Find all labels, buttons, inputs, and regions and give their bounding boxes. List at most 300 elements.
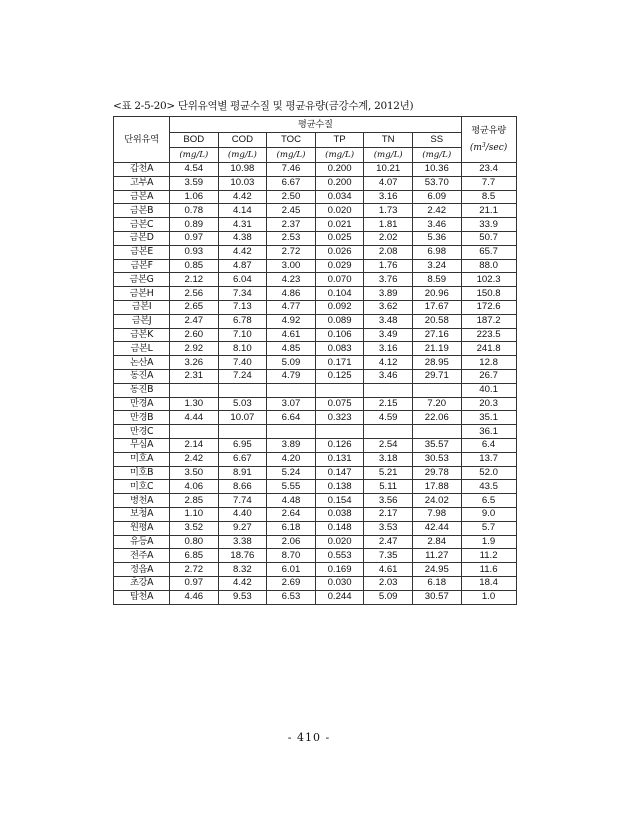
watershed-name-cell: 만경B <box>114 411 170 425</box>
quality-cell: 6.98 <box>412 245 461 259</box>
quality-cell: 2.53 <box>267 231 316 245</box>
watershed-name-cell: 금본I <box>114 300 170 314</box>
quality-cell: 0.025 <box>315 231 364 245</box>
quality-cell: 0.154 <box>315 494 364 508</box>
watershed-name-cell: 논산A <box>114 356 170 370</box>
watershed-name-cell: 만경C <box>114 425 170 439</box>
quality-cell: 3.48 <box>364 314 413 328</box>
quality-cell: 10.98 <box>218 163 267 177</box>
quality-cell: 2.42 <box>412 204 461 218</box>
quality-cell <box>412 383 461 397</box>
flow-cell: 7.7 <box>461 176 516 190</box>
watershed-name-cell: 금본B <box>114 204 170 218</box>
quality-cell: 6.78 <box>218 314 267 328</box>
quality-cell: 6.53 <box>267 590 316 604</box>
flow-cell: 12.8 <box>461 356 516 370</box>
quality-cell: 21.19 <box>412 342 461 356</box>
quality-cell: 0.034 <box>315 190 364 204</box>
quality-cell: 2.31 <box>170 369 219 383</box>
quality-cell: 6.67 <box>218 452 267 466</box>
quality-cell: 6.18 <box>412 576 461 590</box>
quality-cell: 11.27 <box>412 549 461 563</box>
flow-cell: 11.6 <box>461 563 516 577</box>
quality-cell: 2.56 <box>170 287 219 301</box>
watershed-name-cell: 금본G <box>114 273 170 287</box>
table-row <box>114 521 517 535</box>
quality-cell: 4.86 <box>267 287 316 301</box>
quality-cell <box>364 425 413 439</box>
quality-cell: 3.49 <box>364 328 413 342</box>
watershed-name-cell: 갑천A <box>114 163 170 177</box>
quality-cell: 1.10 <box>170 507 219 521</box>
table-row <box>114 328 517 342</box>
flow-cell: 172.6 <box>461 300 516 314</box>
water-quality-table <box>113 116 517 605</box>
quality-cell: 8.59 <box>412 273 461 287</box>
quality-cell: 2.12 <box>170 273 219 287</box>
watershed-name-cell: 금본F <box>114 259 170 273</box>
header-avg-quality: 평균수질 <box>170 117 462 133</box>
flow-cell: 1.0 <box>461 590 516 604</box>
header-ss: SS <box>412 133 461 148</box>
quality-cell: 10.21 <box>364 163 413 177</box>
header-avg-flow-label: 평균유량 <box>471 125 506 136</box>
quality-cell: 0.106 <box>315 328 364 342</box>
quality-cell: 6.67 <box>267 176 316 190</box>
flow-cell: 150.8 <box>461 287 516 301</box>
quality-cell: 4.12 <box>364 356 413 370</box>
quality-cell: 1.81 <box>364 218 413 232</box>
table-caption: <표 2-5-20> 단위유역별 평균수질 및 평균유량(금강수계, 2012년) <box>113 100 414 112</box>
quality-cell: 9.53 <box>218 590 267 604</box>
flow-cell: 23.4 <box>461 163 516 177</box>
quality-cell: 4.23 <box>267 273 316 287</box>
quality-cell: 4.85 <box>267 342 316 356</box>
quality-cell: 2.50 <box>267 190 316 204</box>
header-tp: TP <box>315 133 364 148</box>
quality-cell: 6.95 <box>218 438 267 452</box>
quality-cell: 0.97 <box>170 231 219 245</box>
table-row <box>114 231 517 245</box>
watershed-name-cell: 탑천A <box>114 590 170 604</box>
table-row <box>114 563 517 577</box>
quality-cell: 4.06 <box>170 480 219 494</box>
quality-cell: 2.42 <box>170 452 219 466</box>
quality-cell: 28.95 <box>412 356 461 370</box>
watershed-name-cell: 금본H <box>114 287 170 301</box>
quality-cell: 6.64 <box>267 411 316 425</box>
header-unit-watershed: 단위유역 <box>114 117 170 163</box>
table-row <box>114 452 517 466</box>
quality-cell: 0.021 <box>315 218 364 232</box>
quality-cell: 4.46 <box>170 590 219 604</box>
flow-cell: 65.7 <box>461 245 516 259</box>
flow-cell: 36.1 <box>461 425 516 439</box>
quality-cell: 7.74 <box>218 494 267 508</box>
header-tn: TN <box>364 133 413 148</box>
quality-cell: 2.15 <box>364 397 413 411</box>
quality-cell: 7.35 <box>364 549 413 563</box>
table-row <box>114 190 517 204</box>
quality-cell: 4.44 <box>170 411 219 425</box>
flow-cell: 33.9 <box>461 218 516 232</box>
quality-cell <box>218 383 267 397</box>
flow-cell: 6.5 <box>461 494 516 508</box>
quality-cell: 2.65 <box>170 300 219 314</box>
quality-cell: 4.20 <box>267 452 316 466</box>
watershed-name-cell: 원평A <box>114 521 170 535</box>
quality-cell: 7.20 <box>412 397 461 411</box>
flow-cell: 43.5 <box>461 480 516 494</box>
quality-cell: 8.32 <box>218 563 267 577</box>
quality-cell: 3.46 <box>412 218 461 232</box>
header-unit-bod: (mg/L) <box>170 148 219 163</box>
header-unit-toc: (mg/L) <box>267 148 316 163</box>
watershed-name-cell: 유등A <box>114 535 170 549</box>
quality-cell: 0.80 <box>170 535 219 549</box>
quality-cell: 3.76 <box>364 273 413 287</box>
table-row <box>114 425 517 439</box>
quality-cell: 3.16 <box>364 190 413 204</box>
quality-cell: 29.78 <box>412 466 461 480</box>
quality-cell: 2.14 <box>170 438 219 452</box>
header-avg-flow <box>461 117 516 163</box>
quality-cell: 2.06 <box>267 535 316 549</box>
quality-cell: 0.323 <box>315 411 364 425</box>
flow-cell: 88.0 <box>461 259 516 273</box>
flow-cell: 13.7 <box>461 452 516 466</box>
quality-cell: 9.27 <box>218 521 267 535</box>
quality-cell: 29.71 <box>412 369 461 383</box>
flow-cell: 50.7 <box>461 231 516 245</box>
flow-cell: 40.1 <box>461 383 516 397</box>
quality-cell: 6.09 <box>412 190 461 204</box>
quality-cell: 2.72 <box>267 245 316 259</box>
page-number: - 410 - <box>287 731 331 744</box>
quality-cell: 20.96 <box>412 287 461 301</box>
quality-cell: 7.10 <box>218 328 267 342</box>
table-row <box>114 218 517 232</box>
quality-cell: 7.46 <box>267 163 316 177</box>
quality-cell: 42.44 <box>412 521 461 535</box>
watershed-name-cell: 금본J <box>114 314 170 328</box>
quality-cell: 0.020 <box>315 535 364 549</box>
quality-cell: 17.67 <box>412 300 461 314</box>
table-row <box>114 204 517 218</box>
quality-cell: 1.76 <box>364 259 413 273</box>
quality-cell: 0.89 <box>170 218 219 232</box>
quality-cell: 3.00 <box>267 259 316 273</box>
quality-cell: 2.54 <box>364 438 413 452</box>
quality-cell: 22.06 <box>412 411 461 425</box>
quality-cell: 6.04 <box>218 273 267 287</box>
quality-cell: 1.06 <box>170 190 219 204</box>
quality-cell: 4.92 <box>267 314 316 328</box>
quality-cell: 53.70 <box>412 176 461 190</box>
table-body <box>114 163 517 605</box>
quality-cell: 0.171 <box>315 356 364 370</box>
quality-cell: 5.21 <box>364 466 413 480</box>
quality-cell: 3.89 <box>267 438 316 452</box>
flow-cell: 8.5 <box>461 190 516 204</box>
table-row <box>114 342 517 356</box>
quality-cell: 3.62 <box>364 300 413 314</box>
watershed-name-cell: 초강A <box>114 576 170 590</box>
table-row <box>114 273 517 287</box>
quality-cell: 0.200 <box>315 176 364 190</box>
quality-cell: 4.42 <box>218 190 267 204</box>
table-row <box>114 163 517 177</box>
flow-cell: 6.4 <box>461 438 516 452</box>
quality-cell <box>170 383 219 397</box>
watershed-name-cell: 금본C <box>114 218 170 232</box>
flow-cell: 18.4 <box>461 576 516 590</box>
flow-cell: 102.3 <box>461 273 516 287</box>
quality-cell: 1.73 <box>364 204 413 218</box>
quality-cell: 4.07 <box>364 176 413 190</box>
table-row <box>114 383 517 397</box>
table-row <box>114 369 517 383</box>
quality-cell: 0.075 <box>315 397 364 411</box>
quality-cell: 8.70 <box>267 549 316 563</box>
quality-cell: 4.61 <box>267 328 316 342</box>
quality-cell: 7.24 <box>218 369 267 383</box>
quality-cell: 2.03 <box>364 576 413 590</box>
flow-cell: 1.9 <box>461 535 516 549</box>
quality-cell: 6.18 <box>267 521 316 535</box>
flow-cell: 5.7 <box>461 521 516 535</box>
quality-cell: 2.85 <box>170 494 219 508</box>
quality-cell: 0.169 <box>315 563 364 577</box>
table-row <box>114 245 517 259</box>
quality-cell: 30.57 <box>412 590 461 604</box>
quality-cell: 6.85 <box>170 549 219 563</box>
quality-cell: 4.87 <box>218 259 267 273</box>
quality-cell: 2.47 <box>170 314 219 328</box>
quality-cell: 2.64 <box>267 507 316 521</box>
quality-cell: 0.070 <box>315 273 364 287</box>
quality-cell: 10.03 <box>218 176 267 190</box>
quality-cell: 3.26 <box>170 356 219 370</box>
quality-cell: 8.91 <box>218 466 267 480</box>
quality-cell: 0.553 <box>315 549 364 563</box>
quality-cell: 3.53 <box>364 521 413 535</box>
header-unit-tp: (mg/L) <box>315 148 364 163</box>
quality-cell: 0.020 <box>315 204 364 218</box>
table-row <box>114 535 517 549</box>
header-unit-ss: (mg/L) <box>412 148 461 163</box>
table-row <box>114 259 517 273</box>
table-row <box>114 314 517 328</box>
table-row <box>114 549 517 563</box>
quality-cell: 3.89 <box>364 287 413 301</box>
quality-cell: 8.10 <box>218 342 267 356</box>
quality-cell: 4.48 <box>267 494 316 508</box>
watershed-name-cell: 미호C <box>114 480 170 494</box>
table-row <box>114 411 517 425</box>
table-row <box>114 480 517 494</box>
header-cod: COD <box>218 133 267 148</box>
quality-cell: 0.244 <box>315 590 364 604</box>
quality-cell: 2.69 <box>267 576 316 590</box>
quality-cell: 2.02 <box>364 231 413 245</box>
header-unit-tn: (mg/L) <box>364 148 413 163</box>
quality-cell: 4.31 <box>218 218 267 232</box>
flow-cell: 52.0 <box>461 466 516 480</box>
quality-cell: 2.47 <box>364 535 413 549</box>
quality-cell: 0.083 <box>315 342 364 356</box>
quality-cell: 3.07 <box>267 397 316 411</box>
quality-cell: 4.61 <box>364 563 413 577</box>
quality-cell: 2.72 <box>170 563 219 577</box>
quality-cell: 4.14 <box>218 204 267 218</box>
quality-cell: 3.52 <box>170 521 219 535</box>
header-unit-cod: (mg/L) <box>218 148 267 163</box>
quality-cell: 2.60 <box>170 328 219 342</box>
quality-cell: 8.66 <box>218 480 267 494</box>
flow-cell: 21.1 <box>461 204 516 218</box>
quality-cell: 0.138 <box>315 480 364 494</box>
flow-cell: 35.1 <box>461 411 516 425</box>
quality-cell: 3.16 <box>364 342 413 356</box>
quality-cell: 2.84 <box>412 535 461 549</box>
quality-cell: 5.09 <box>364 590 413 604</box>
header-flow-unit: $(m^3/\sec)$ <box>469 142 508 153</box>
flow-cell: 187.2 <box>461 314 516 328</box>
watershed-name-cell: 동진A <box>114 369 170 383</box>
table-row <box>114 576 517 590</box>
quality-cell: 0.93 <box>170 245 219 259</box>
quality-cell: 0.97 <box>170 576 219 590</box>
table-row <box>114 466 517 480</box>
quality-cell: 7.40 <box>218 356 267 370</box>
flow-cell: 9.0 <box>461 507 516 521</box>
table-row <box>114 438 517 452</box>
quality-cell <box>170 425 219 439</box>
quality-cell: 0.026 <box>315 245 364 259</box>
quality-cell: 3.38 <box>218 535 267 549</box>
quality-cell: 2.17 <box>364 507 413 521</box>
quality-cell: 5.55 <box>267 480 316 494</box>
watershed-name-cell: 미호A <box>114 452 170 466</box>
quality-cell: 3.24 <box>412 259 461 273</box>
watershed-name-cell: 금본L <box>114 342 170 356</box>
quality-cell: 0.126 <box>315 438 364 452</box>
flow-cell: 241.8 <box>461 342 516 356</box>
table-row <box>114 397 517 411</box>
watershed-name-cell: 무심A <box>114 438 170 452</box>
table-row <box>114 176 517 190</box>
quality-cell: 24.95 <box>412 563 461 577</box>
quality-cell: 4.40 <box>218 507 267 521</box>
quality-cell: 0.200 <box>315 163 364 177</box>
quality-cell: 4.42 <box>218 245 267 259</box>
watershed-name-cell: 금본D <box>114 231 170 245</box>
watershed-name-cell: 보청A <box>114 507 170 521</box>
quality-cell: 4.59 <box>364 411 413 425</box>
watershed-name-cell: 금본K <box>114 328 170 342</box>
quality-cell: 7.98 <box>412 507 461 521</box>
quality-cell: 3.46 <box>364 369 413 383</box>
flow-cell: 223.5 <box>461 328 516 342</box>
quality-cell <box>364 383 413 397</box>
quality-cell: 6.01 <box>267 563 316 577</box>
quality-cell: 4.77 <box>267 300 316 314</box>
quality-cell: 24.02 <box>412 494 461 508</box>
quality-cell: 30.53 <box>412 452 461 466</box>
table-row <box>114 356 517 370</box>
quality-cell: 0.147 <box>315 466 364 480</box>
quality-cell: 4.42 <box>218 576 267 590</box>
quality-cell: 35.57 <box>412 438 461 452</box>
quality-cell: 3.59 <box>170 176 219 190</box>
flow-cell: 26.7 <box>461 369 516 383</box>
table-row <box>114 507 517 521</box>
quality-cell <box>267 425 316 439</box>
table-row <box>114 590 517 604</box>
header-bod: BOD <box>170 133 219 148</box>
quality-cell <box>315 383 364 397</box>
quality-cell: 18.76 <box>218 549 267 563</box>
quality-cell: 7.34 <box>218 287 267 301</box>
quality-cell: 2.92 <box>170 342 219 356</box>
quality-cell: 0.092 <box>315 300 364 314</box>
quality-cell: 0.85 <box>170 259 219 273</box>
quality-cell: 20.58 <box>412 314 461 328</box>
header-toc: TOC <box>267 133 316 148</box>
quality-cell: 10.07 <box>218 411 267 425</box>
quality-cell: 27.16 <box>412 328 461 342</box>
watershed-name-cell: 동진B <box>114 383 170 397</box>
quality-cell: 3.50 <box>170 466 219 480</box>
quality-cell: 0.030 <box>315 576 364 590</box>
quality-cell: 0.038 <box>315 507 364 521</box>
quality-cell: 3.56 <box>364 494 413 508</box>
quality-cell: 4.38 <box>218 231 267 245</box>
quality-cell: 5.36 <box>412 231 461 245</box>
quality-cell: 3.18 <box>364 452 413 466</box>
quality-cell: 7.13 <box>218 300 267 314</box>
quality-cell: 5.09 <box>267 356 316 370</box>
quality-cell: 2.37 <box>267 218 316 232</box>
quality-cell <box>218 425 267 439</box>
quality-cell: 0.089 <box>315 314 364 328</box>
table-row <box>114 300 517 314</box>
watershed-name-cell: 전주A <box>114 549 170 563</box>
quality-cell: 0.131 <box>315 452 364 466</box>
watershed-name-cell: 병천A <box>114 494 170 508</box>
watershed-name-cell: 정읍A <box>114 563 170 577</box>
watershed-name-cell: 미호B <box>114 466 170 480</box>
quality-cell: 2.08 <box>364 245 413 259</box>
watershed-name-cell: 만경A <box>114 397 170 411</box>
quality-cell: 0.148 <box>315 521 364 535</box>
flow-cell: 11.2 <box>461 549 516 563</box>
watershed-name-cell: 금본E <box>114 245 170 259</box>
table-row <box>114 287 517 301</box>
quality-cell: 0.125 <box>315 369 364 383</box>
quality-cell: 0.78 <box>170 204 219 218</box>
quality-cell: 10.36 <box>412 163 461 177</box>
table-row <box>114 494 517 508</box>
watershed-name-cell: 금본A <box>114 190 170 204</box>
flow-cell: 20.3 <box>461 397 516 411</box>
quality-cell: 1.30 <box>170 397 219 411</box>
quality-cell: 2.45 <box>267 204 316 218</box>
watershed-name-cell: 고부A <box>114 176 170 190</box>
quality-cell: 17.88 <box>412 480 461 494</box>
quality-cell <box>267 383 316 397</box>
